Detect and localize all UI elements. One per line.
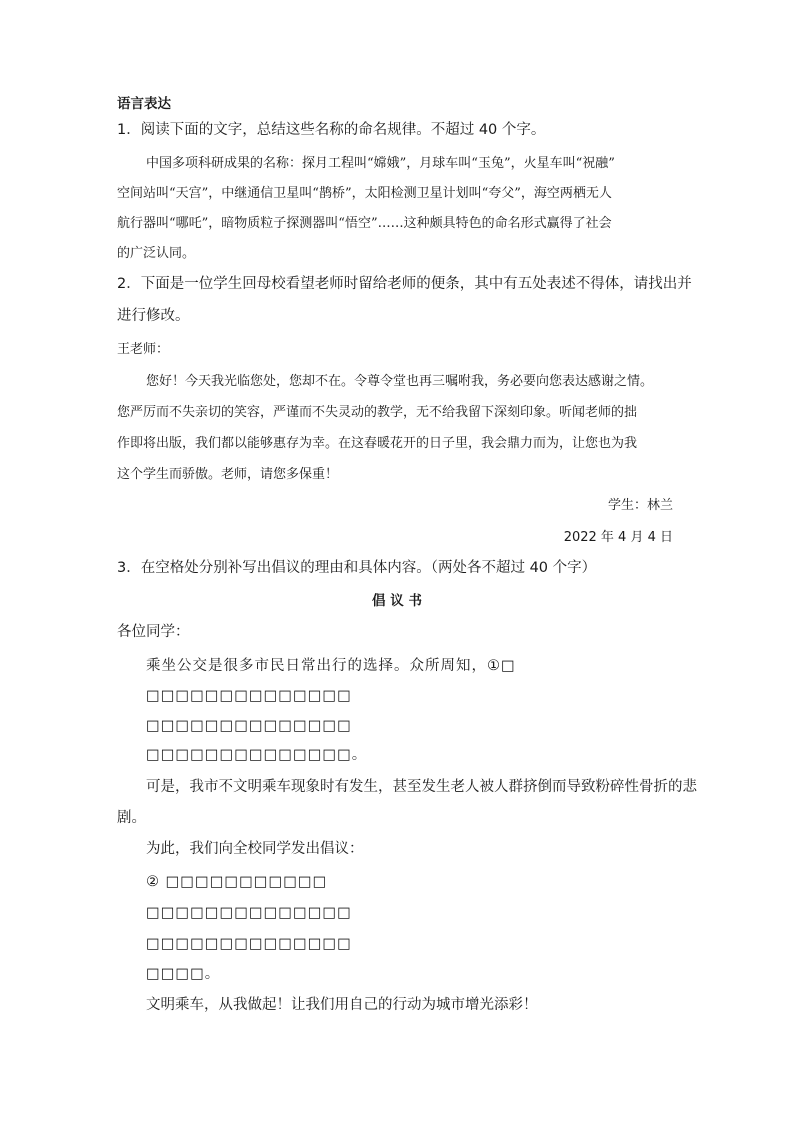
- document-page: [117, 94, 697, 1013]
- proposal-closing: 文明乘车，从我做起！让我们用自己的行动为城市增光添彩！: [146, 997, 538, 1013]
- q1-prompt: 1．阅读下面的文字，总结这些名称的命名规律。不超过 40 个字。: [117, 122, 546, 138]
- q2-prompt-line: 进行修改。: [117, 308, 190, 324]
- note-body-line: 您严厉而不失亲切的笑容，严谨而不失灵动的教学，无不给我留下深刻印象。听闻老师的拙: [117, 405, 638, 420]
- note-signature: 学生：林兰: [607, 498, 673, 513]
- q1-passage-line: 的广泛认同。: [117, 246, 196, 261]
- note-date: 2022 年 4 月 4 日: [563, 530, 673, 545]
- q1-passage-line: 航行器叫“哪吒”，暗物质粒子探测器叫“悟空”……这种颇具特色的命名形式赢得了社会: [117, 216, 612, 231]
- proposal-title: 倡 议 书: [372, 593, 422, 609]
- proposal-blank-line: □□□□□□□□□□□□□□: [146, 688, 352, 704]
- proposal-line: 剧。: [117, 810, 146, 826]
- proposal-line: 可是，我市不文明乘车现象时有发生，甚至发生老人被人群挤倒而导致粉碎性骨折的悲: [146, 779, 697, 795]
- proposal-blank-line: □□□□□□□□□□□□□□: [146, 718, 352, 734]
- proposal-greeting: 各位同学：: [117, 624, 190, 640]
- proposal-blank-line: □□□□。: [146, 966, 221, 982]
- section-title: 语言表达: [117, 96, 171, 112]
- proposal-line: 为此，我们向全校同学发出倡议：: [146, 841, 364, 857]
- proposal-line: 乘坐公交是很多市民日常出行的选择。众所周知，①□: [146, 658, 516, 674]
- proposal-blank-line: □□□□□□□□□□□□□□。: [146, 747, 368, 763]
- proposal-blank-line: □□□□□□□□□□□□□□: [146, 936, 352, 952]
- q1-passage-line: 空间站叫“天宫”，中继通信卫星叫“鹊桥”，太阳检测卫星计划叫“夸父”，海空两栖无人: [117, 186, 612, 201]
- q3-prompt: 3．在空格处分别补写出倡议的理由和具体内容。（两处各不超过 40 个字）: [117, 560, 597, 576]
- note-body-line: 这个学生而骄傲。老师，请您多保重！: [117, 467, 339, 482]
- proposal-blank-line: □□□□□□□□□□□□□□: [146, 905, 352, 921]
- proposal-line: ② □□□□□□□□□□□: [146, 874, 328, 890]
- q1-passage-line: 中国多项科研成果的名称：探月工程叫“嫦娥”，月球车叫“玉兔”，火星车叫“祝融”: [146, 156, 615, 171]
- q2-prompt-line: 2．下面是一位学生回母校看望老师时留给老师的便条，其中有五处表述不得体，请找出并: [117, 276, 692, 292]
- note-body-line: 您好！今天我光临您处，您却不在。令尊令堂也再三嘱咐我，务必要向您表达感谢之情。: [146, 374, 654, 389]
- note-salutation: 王老师：: [117, 342, 170, 357]
- note-body-line: 作即将出版，我们都以能够惠存为幸。在这春暖花开的日子里，我会鼎力而为，让您也为我: [117, 436, 638, 451]
